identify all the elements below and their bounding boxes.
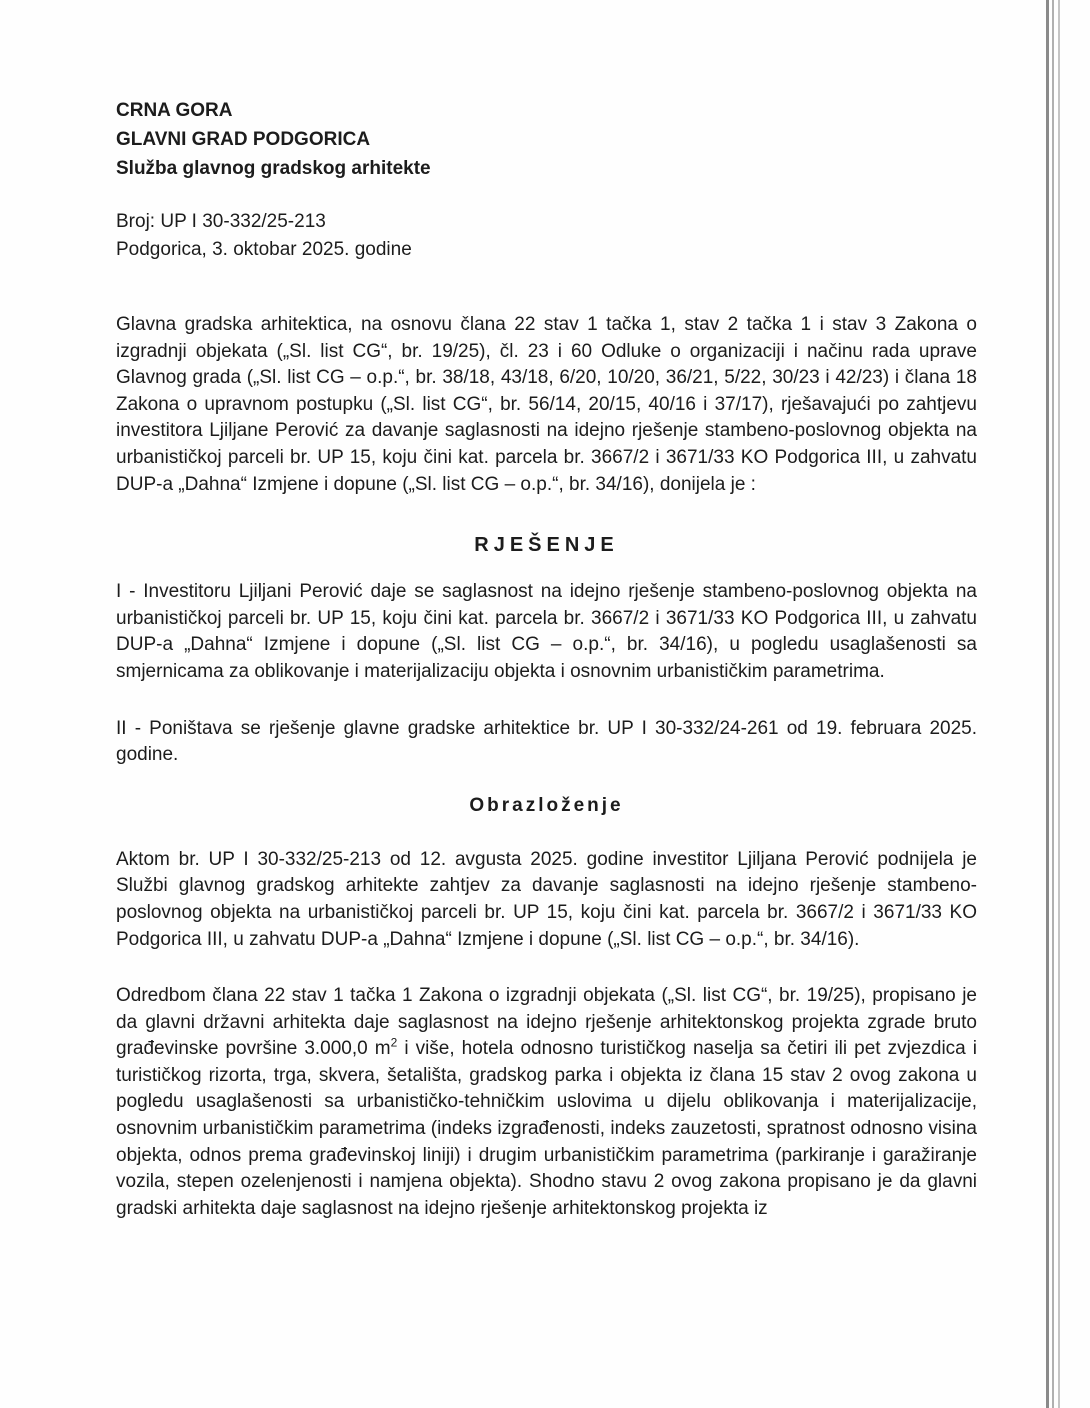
decision-item-2: II - Poništava se rješenje glavne gradske arhitektice br. UP I 30-332/24-261 od 19. februara 2025. godine. xyxy=(116,717,977,766)
decision-title: RJEŠENJE xyxy=(474,534,619,557)
document-date: Podgorica, 3. oktobar 2025. godine xyxy=(116,239,412,260)
decision-item-1: I - Investitoru Ljiljani Perović daje se saglasnost na idejno rješenje stambeno-poslovnog objekta na urbanističkoj parceli br. UP 15, koju čini kat. parcela br. 3667/2 i 3671/33 KO Podgorica III, u zahvatu DUP-a „Dahna“ Izmjene i dopune („Sl. list CG – o.p.“, br. 34/16), u pogledu usaglašenosti sa smjernicama za oblikovanje i materijalizaciju objekta i osnovnim urbanističkim parametrima. xyxy=(116,581,977,682)
reasoning-paragraph-2 xyxy=(116,983,977,1222)
reasoning-paragraph-1: Aktom br. UP I 30-332/25-213 od 12. avgusta 2025. godine investitor Ljiljana Perović podnijela je Službi glavnog gradskog arhitekte zahtjev za davanje saglasnosti na idejno rješenje stambeno-poslovnog objekta na urbanističkoj parceli br. UP 15, koju čini kat. parcela br. 3667/2 i 3671/33 KO Podgorica III, u zahvatu DUP-a „Dahna“ Izmjene i dopune („Sl. list CG – o.p.“, br. 34/16). xyxy=(116,848,977,950)
letterhead-office: Služba glavnog gradskog arhitekte xyxy=(116,158,431,179)
document-body xyxy=(116,96,977,1222)
binding-edge-line xyxy=(1058,0,1060,1408)
reasoning-text-part: i više, hotela odnosno turističkog naselja sa četiri ili pet zvjezdica i turističkog rizorta, trga, skvera, šetališta, gradskog parka i objekta iz člana 15 stav 2 ovog zakona u pogledu usaglašenosti sa urbanističko-tehničkim uslovima u dijelu oblikovanja i materijalizacije, osnovnim urbanističkim parametrima (indeks izgrađenosti, indeks zauzetosti, spratnost odnosno visina objekta, odnos prema građevinskoj liniji) i drugim urbanističkim parametrima (parkiranje i garažiranje vozila, stepen ozelenjenosti i namjena objekta). Shodno stavu 2 ovog zakona propisano je da glavni gradski arhitekta daje saglasnost na idejno rješenje arhitektonskog projekta iz xyxy=(116,1038,977,1219)
superscript-exponent: 2 xyxy=(390,1035,398,1050)
binding-edge-line xyxy=(1052,0,1054,1408)
binding-edge-line xyxy=(1046,0,1049,1408)
document-number: Broj: UP I 30-332/25-213 xyxy=(116,211,326,232)
reasoning-text-part: Odredbom člana 22 stav 1 tačka 1 Zakona o izgradnji objekata („Sl. list CG“, br. 19/25), propisano je da glavni državni arhitekta daje saglasnost na idejno rješenje arhitektonskog projekta zgrade bruto građevinske površine 3.000,0 m xyxy=(116,985,977,1060)
letterhead xyxy=(116,96,977,183)
letterhead-country: CRNA GORA xyxy=(116,100,233,121)
letterhead-city: GLAVNI GRAD PODGORICA xyxy=(116,129,371,150)
reasoning-title: Obrazloženje xyxy=(469,794,624,816)
intro-paragraph: Glavna gradska arhitektica, na osnovu člana 22 stav 1 tačka 1, stav 2 tačka 1 i stav 3 Zakona o izgradnji objekata („Sl. list CG“, br. 19/25), čl. 23 i 60 Odluke o organizaciji i načinu rada uprave Glavnog grada („Sl. list CG – o.p.“, br. 38/18, 43/18, 6/20, 10/20, 36/21, 5/22, 30/23 i 42/23) i člana 18 Zakona o upravnom postupku („Sl. list CG“, br. 56/14, 20/15, 40/16 i 37/17), rješavajući po zahtjevu investitora Ljiljane Perović za davanje saglasnosti na idejno rješenje stambeno-poslovnog objekta na urbanističkoj parceli br. UP 15, koju čini kat. parcela br. 3667/2 i 3671/33 KO Podgorica III, u zahvatu DUP-a „Dahna“ Izmjene i dopune („Sl. list CG – o.p.“, br. 34/16), donijela je : xyxy=(116,314,977,495)
document-meta xyxy=(116,208,977,264)
